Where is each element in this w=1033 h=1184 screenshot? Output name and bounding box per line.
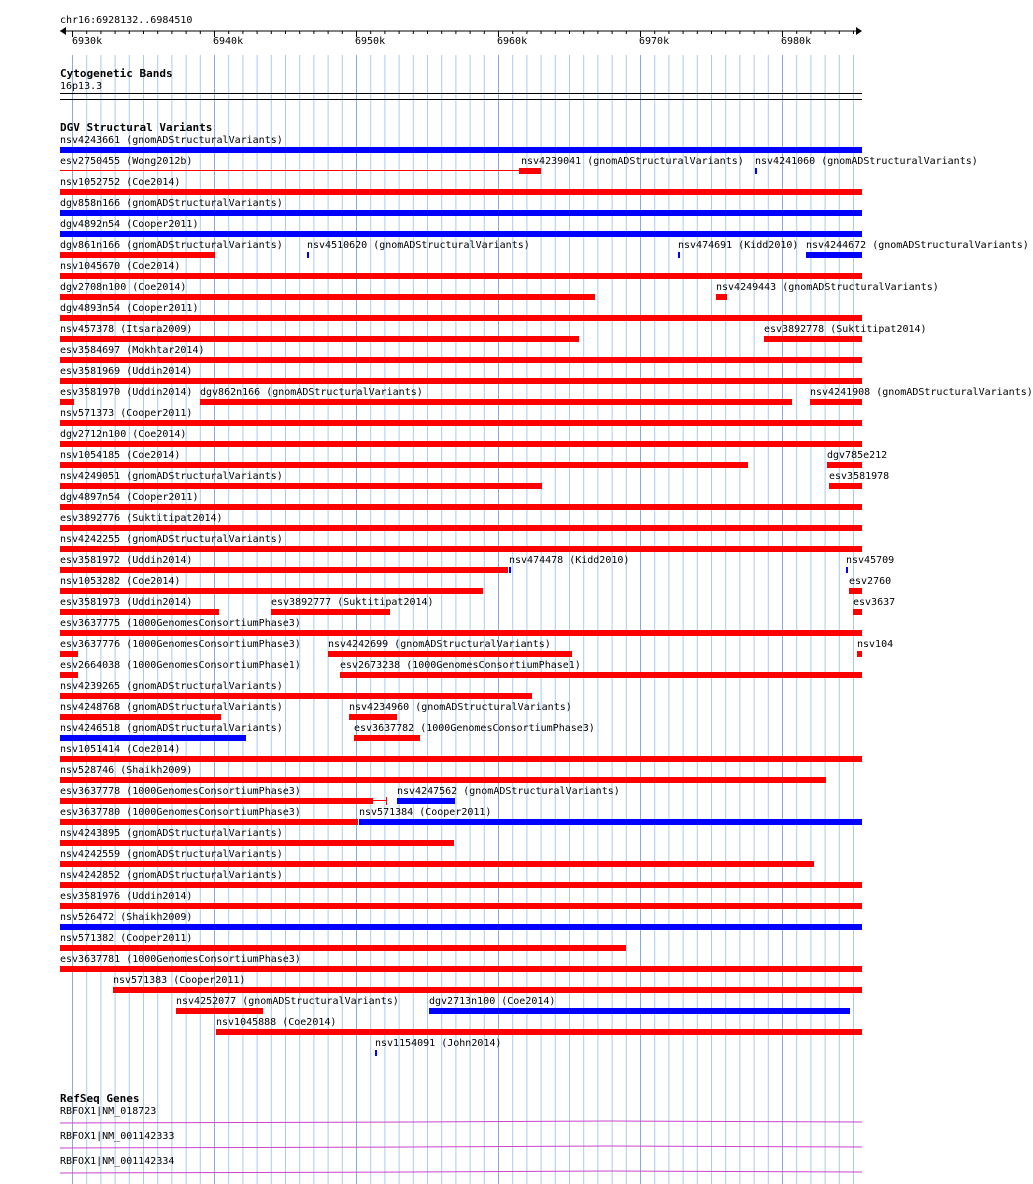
variant-label: esv3637 bbox=[853, 597, 896, 608]
variant-label: nsv4243895 (gnomADStructuralVariants) bbox=[60, 828, 283, 839]
variant-feature[interactable] bbox=[60, 378, 862, 384]
variant-label: esv3637780 (1000GenomesConsortiumPhase3) bbox=[60, 807, 301, 818]
variant-feature[interactable] bbox=[716, 294, 727, 300]
variant-label: esv3581976 (Uddin2014) bbox=[60, 891, 193, 902]
ruler-label-6940k: 6940k bbox=[213, 36, 244, 47]
variant-feature[interactable] bbox=[857, 651, 862, 657]
variant-feature[interactable] bbox=[810, 399, 862, 405]
variant-feature[interactable] bbox=[340, 672, 862, 678]
variant-feature[interactable] bbox=[60, 588, 483, 594]
variant-feature[interactable] bbox=[60, 315, 862, 321]
variant-feature[interactable] bbox=[60, 756, 862, 762]
variant-feature[interactable] bbox=[397, 798, 455, 804]
variant-label: esv3637778 (1000GenomesConsortiumPhase3) bbox=[60, 786, 301, 797]
variant-label: nsv104 bbox=[857, 639, 894, 650]
refseq-track-title[interactable]: RefSeq Genes bbox=[60, 1092, 140, 1105]
cytoband-label: 16p13.3 bbox=[60, 81, 103, 92]
variant-label: dgv862n166 (gnomADStructuralVariants) bbox=[200, 387, 423, 398]
variant-feature[interactable] bbox=[176, 1008, 263, 1014]
variant-feature[interactable] bbox=[60, 252, 215, 258]
variant-label: nsv474478 (Kidd2010) bbox=[509, 555, 630, 566]
variant-feature[interactable] bbox=[60, 567, 508, 573]
gene-model[interactable] bbox=[60, 1116, 862, 1126]
variant-label: nsv528746 (Shaikh2009) bbox=[60, 765, 193, 776]
variant-feature[interactable] bbox=[60, 420, 862, 426]
variant-label: esv3637776 (1000GenomesConsortiumPhase3) bbox=[60, 639, 301, 650]
variant-feature[interactable] bbox=[849, 588, 862, 594]
variant-label: esv3581972 (Uddin2014) bbox=[60, 555, 193, 566]
variant-feature[interactable] bbox=[60, 273, 862, 279]
variant-label: nsv571384 (Cooper2011) bbox=[359, 807, 492, 818]
variant-feature[interactable] bbox=[60, 903, 862, 909]
variant-label: esv3637775 (1000GenomesConsortiumPhase3) bbox=[60, 618, 301, 629]
gene-label: RBFOX1|NM_018723 bbox=[60, 1106, 157, 1117]
variant-feature[interactable] bbox=[354, 735, 420, 741]
variant-label: esv3892778 (Suktitipat2014) bbox=[764, 324, 927, 335]
variant-label: nsv45709 bbox=[846, 555, 895, 566]
variant-label: nsv571373 (Cooper2011) bbox=[60, 408, 193, 419]
variant-label: esv3637782 (1000GenomesConsortiumPhase3) bbox=[354, 723, 595, 734]
variant-label: esv2673238 (1000GenomesConsortiumPhase1) bbox=[340, 660, 581, 671]
variant-label: nsv4242559 (gnomADStructuralVariants) bbox=[60, 849, 283, 860]
gene-label: RBFOX1|NM_001142334 bbox=[60, 1156, 175, 1167]
variant-label: nsv4252077 (gnomADStructuralVariants) bbox=[176, 996, 399, 1007]
variant-feature[interactable] bbox=[60, 294, 595, 300]
variant-feature-connector bbox=[373, 800, 387, 801]
variant-feature[interactable] bbox=[60, 798, 373, 804]
variant-feature[interactable] bbox=[60, 777, 826, 783]
variant-label: nsv1045670 (Coe2014) bbox=[60, 261, 181, 272]
variant-feature[interactable] bbox=[60, 462, 748, 468]
variant-label: dgv4897n54 (Cooper2011) bbox=[60, 492, 199, 503]
variant-feature[interactable] bbox=[60, 483, 542, 489]
cytoband-line-top bbox=[60, 93, 862, 94]
variant-label: dgv2712n100 (Coe2014) bbox=[60, 429, 187, 440]
variant-label: dgv2713n100 (Coe2014) bbox=[429, 996, 556, 1007]
variant-feature[interactable] bbox=[60, 441, 862, 447]
variant-label: nsv4242852 (gnomADStructuralVariants) bbox=[60, 870, 283, 881]
variant-label: nsv1053282 (Coe2014) bbox=[60, 576, 181, 587]
variant-feature[interactable] bbox=[113, 987, 862, 993]
variant-feature[interactable] bbox=[755, 168, 757, 174]
ruler-label-6930k: 6930k bbox=[72, 36, 103, 47]
variant-label: nsv526472 (Shaikh2009) bbox=[60, 912, 193, 923]
ruler-label-6970k: 6970k bbox=[639, 36, 670, 47]
variant-label: nsv4244672 (gnomADStructuralVariants) bbox=[806, 240, 1029, 251]
ruler-label-6950k: 6950k bbox=[355, 36, 386, 47]
variant-label: dgv858n166 (gnomADStructuralVariants) bbox=[60, 198, 283, 209]
variant-label: nsv4242699 (gnomADStructuralVariants) bbox=[328, 639, 551, 650]
variant-feature[interactable] bbox=[60, 170, 520, 171]
variant-label: nsv4243661 (gnomADStructuralVariants) bbox=[60, 135, 283, 146]
variant-feature[interactable] bbox=[60, 504, 862, 510]
variant-feature[interactable] bbox=[60, 924, 862, 930]
variant-label: esv3581970 (Uddin2014) bbox=[60, 387, 193, 398]
variant-feature[interactable] bbox=[60, 147, 862, 153]
variant-feature[interactable] bbox=[827, 462, 862, 468]
variant-label: esv2750455 (Wong2012b) bbox=[60, 156, 193, 167]
variant-feature[interactable] bbox=[60, 630, 862, 636]
variant-feature[interactable] bbox=[764, 336, 862, 342]
variant-label: nsv4234960 (gnomADStructuralVariants) bbox=[349, 702, 572, 713]
ruler-left-arrow-icon bbox=[60, 27, 66, 35]
dgv-track-title[interactable]: DGV Structural Variants bbox=[60, 121, 213, 134]
variant-feature[interactable] bbox=[846, 567, 848, 573]
variant-feature[interactable] bbox=[60, 819, 358, 825]
variant-feature[interactable] bbox=[60, 210, 862, 216]
variant-feature[interactable] bbox=[60, 231, 862, 237]
variant-feature[interactable] bbox=[60, 651, 78, 657]
variant-label: nsv1052752 (Coe2014) bbox=[60, 177, 181, 188]
variant-feature[interactable] bbox=[60, 357, 862, 363]
variant-label: esv3581973 (Uddin2014) bbox=[60, 597, 193, 608]
cytoband-line-bottom bbox=[60, 99, 862, 100]
variant-label: nsv4248768 (gnomADStructuralVariants) bbox=[60, 702, 283, 713]
variant-feature[interactable] bbox=[60, 861, 814, 867]
variant-feature[interactable] bbox=[853, 609, 862, 615]
variant-label: esv3637781 (1000GenomesConsortiumPhase3) bbox=[60, 954, 301, 965]
variant-feature[interactable] bbox=[60, 546, 862, 552]
variant-label: nsv4241060 (gnomADStructuralVariants) bbox=[755, 156, 978, 167]
variant-label: nsv1045888 (Coe2014) bbox=[216, 1017, 337, 1028]
variant-label: esv3892776 (Suktitipat2014) bbox=[60, 513, 223, 524]
variant-label: esv2760 bbox=[849, 576, 892, 587]
variant-feature[interactable] bbox=[216, 1029, 862, 1035]
cytobands-track-title[interactable]: Cytogenetic Bands bbox=[60, 67, 173, 80]
gene-model[interactable] bbox=[60, 1141, 862, 1151]
variant-label: nsv4242255 (gnomADStructuralVariants) bbox=[60, 534, 283, 545]
variant-label: nsv4249051 (gnomADStructuralVariants) bbox=[60, 471, 283, 482]
variant-label: nsv4241908 (gnomADStructuralVariants) bbox=[810, 387, 1033, 398]
variant-feature[interactable] bbox=[678, 252, 680, 258]
variant-label: dgv861n166 (gnomADStructuralVariants) bbox=[60, 240, 283, 251]
ruler-axis bbox=[0, 24, 890, 38]
variant-label: nsv4249443 (gnomADStructuralVariants) bbox=[716, 282, 939, 293]
variant-label: nsv4247562 (gnomADStructuralVariants) bbox=[397, 786, 620, 797]
variant-label: esv3581978 bbox=[829, 471, 890, 482]
gene-label: RBFOX1|NM_001142333 bbox=[60, 1131, 175, 1142]
variant-feature[interactable] bbox=[60, 672, 78, 678]
variant-feature[interactable] bbox=[60, 966, 862, 972]
variant-label: nsv4510620 (gnomADStructuralVariants) bbox=[307, 240, 530, 251]
variant-label: esv2664038 (1000GenomesConsortiumPhase1) bbox=[60, 660, 301, 671]
gene-model[interactable] bbox=[60, 1166, 862, 1176]
variant-feature[interactable] bbox=[60, 336, 579, 342]
variant-label: dgv4892n54 (Cooper2011) bbox=[60, 219, 199, 230]
variant-label: nsv4239041 (gnomADStructuralVariants) bbox=[521, 156, 744, 167]
ruler-right-arrow-icon bbox=[856, 27, 862, 35]
variant-label: nsv571382 (Cooper2011) bbox=[60, 933, 193, 944]
variant-feature[interactable] bbox=[200, 399, 792, 405]
variant-feature[interactable] bbox=[429, 1008, 850, 1014]
variant-feature[interactable] bbox=[271, 609, 390, 615]
variant-feature[interactable] bbox=[328, 651, 572, 657]
locus-label: chr16:6928132..6984510 bbox=[60, 15, 193, 26]
variant-feature[interactable] bbox=[375, 1050, 377, 1056]
variant-label: nsv457378 (Itsara2009) bbox=[60, 324, 193, 335]
variant-feature[interactable] bbox=[349, 714, 397, 720]
ruler-label-6960k: 6960k bbox=[497, 36, 528, 47]
variant-feature[interactable] bbox=[60, 609, 219, 615]
variant-label: dgv4893n54 (Cooper2011) bbox=[60, 303, 199, 314]
variant-feature[interactable] bbox=[60, 525, 862, 531]
variant-label: nsv4246518 (gnomADStructuralVariants) bbox=[60, 723, 283, 734]
variant-feature[interactable] bbox=[60, 945, 626, 951]
variant-label: esv3584697 (Mokhtar2014) bbox=[60, 345, 205, 356]
variant-feature[interactable] bbox=[60, 714, 221, 720]
variant-label: esv3892777 (Suktitipat2014) bbox=[271, 597, 434, 608]
variant-feature[interactable] bbox=[60, 840, 454, 846]
variant-label: nsv571383 (Cooper2011) bbox=[113, 975, 246, 986]
variant-feature[interactable] bbox=[60, 735, 246, 741]
variant-feature[interactable] bbox=[60, 189, 862, 195]
variant-label: nsv1051414 (Coe2014) bbox=[60, 744, 181, 755]
variant-feature[interactable] bbox=[509, 567, 511, 573]
variant-feature[interactable] bbox=[60, 693, 532, 699]
variant-label: dgv785e212 bbox=[827, 450, 888, 461]
variant-feature[interactable] bbox=[60, 882, 862, 888]
variant-feature[interactable] bbox=[359, 819, 862, 825]
variant-feature[interactable] bbox=[60, 399, 74, 405]
variant-label: nsv1154091 (John2014) bbox=[375, 1038, 502, 1049]
variant-label: nsv4239265 (gnomADStructuralVariants) bbox=[60, 681, 283, 692]
variant-feature[interactable] bbox=[521, 168, 541, 174]
variant-feature-end bbox=[386, 797, 387, 805]
ruler-label-6980k: 6980k bbox=[781, 36, 812, 47]
variant-label: dgv2708n100 (Coe2014) bbox=[60, 282, 187, 293]
variant-label: esv3581969 (Uddin2014) bbox=[60, 366, 193, 377]
variant-feature[interactable] bbox=[307, 252, 309, 258]
variant-label: nsv1054185 (Coe2014) bbox=[60, 450, 181, 461]
variant-feature[interactable] bbox=[806, 252, 862, 258]
variant-label: nsv474691 (Kidd2010) bbox=[678, 240, 799, 251]
variant-feature[interactable] bbox=[829, 483, 862, 489]
